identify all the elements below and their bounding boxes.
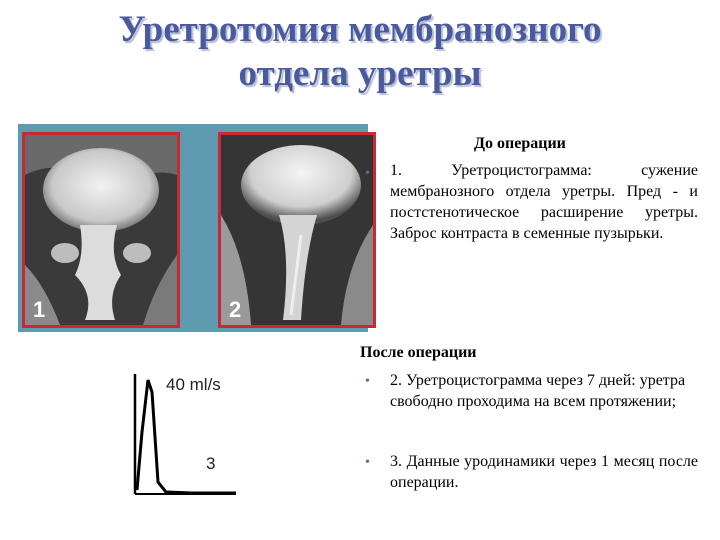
xray-figure-panel	[18, 124, 368, 332]
bullet-icon: •	[365, 455, 370, 470]
flow-rate-label: 40 ml/s	[166, 375, 221, 394]
urethrogram-image-2	[218, 132, 376, 328]
bullet-icon: •	[365, 374, 370, 389]
after-item-2: 2. Уретроцистограмма через 7 дней: уретра свободно проходима на всем протяжении;	[390, 372, 686, 410]
image-2-label: 2	[229, 297, 242, 322]
before-item-1: 1. Уретроцистограмма: сужение мембранозного отдела уретры. Пред - и постстенотическое расширение уретры. Заброс контраста в семенные пузырьки.	[390, 162, 698, 242]
urethrogram-2-graphic	[221, 135, 373, 325]
uroflowmetry-curve	[132, 372, 238, 496]
bullet-icon: •	[365, 166, 370, 181]
title-line-2: отдела уретры	[238, 53, 482, 94]
after-item-3: 3. Данные уродинамики через 1 месяц после операции.	[390, 453, 698, 491]
urethrogram-1-graphic	[25, 135, 177, 325]
uroflow-index-label: 3	[206, 454, 216, 473]
before-operation-heading: До операции	[474, 135, 566, 152]
title-line-1: Уретротомия мембранозного	[118, 9, 602, 50]
urethrogram-image-1	[22, 132, 180, 328]
page-title	[40, 8, 680, 96]
image-1-label: 1	[33, 297, 46, 322]
after-operation-heading: После операции	[360, 344, 477, 361]
